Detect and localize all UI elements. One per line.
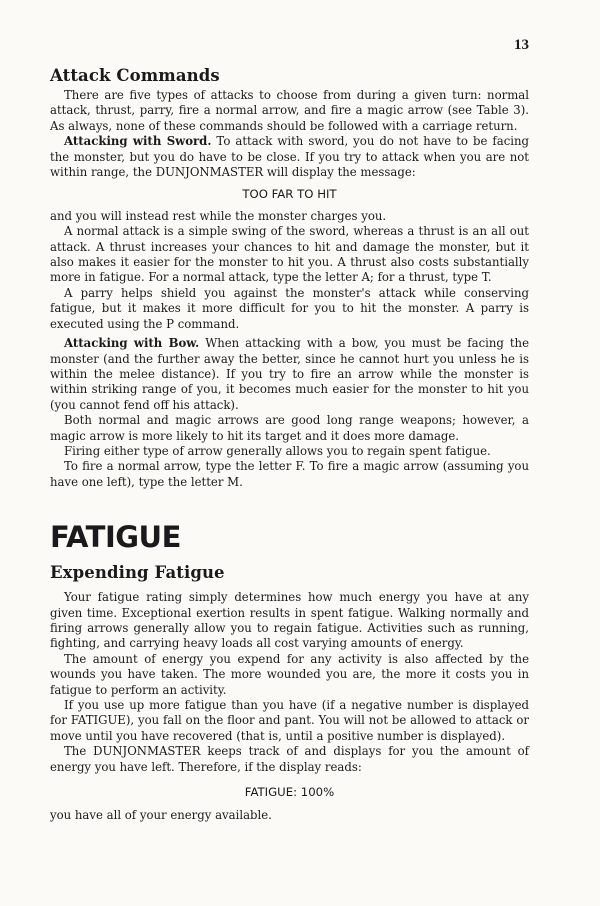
paragraph-negative-fatigue: If you use up more fatigue than you have (if a negative number is displayed for FATIGUE), you fall on the floor and pant. You will not be allowed to attack or move until you have recovered (that is, until a positive number is displayed). <box>50 698 529 743</box>
paragraph-arrows: Both normal and magic arrows are good long range weapons; however, a magic arrow is more likely to hit its target and it does more damage. <box>50 413 529 443</box>
section-heading-expending-fatigue: Expending Fatigue <box>50 563 225 583</box>
paragraph-rest: and you will instead rest while the monster charges you. <box>50 208 387 223</box>
message-too-far: TOO FAR TO HIT <box>242 187 337 202</box>
paragraph-attack-intro: There are five types of attacks to choose from during a given turn: normal attack, thrust, parry, fire a normal arrow, and fire a magic arrow (see Table 3). As always, none of these commands should be followed with a carriage return. <box>50 88 529 133</box>
paragraph-sword-text: To attack with sword, you do not have to be facing the monster, but you do have to be close. If you try to attack when you are not within range, the DUNJONMASTER will display the message: <box>50 134 529 180</box>
paragraph-thrust: A normal attack is a simple swing of the sword, whereas a thrust is an all out attack. A thrust increases your chances to hit and damage the monster, but it also makes it easier for the monster to hit you. A thrust also costs substantially more in fatigue. For a normal attack, type the letter A; for a thrust, type T. <box>50 224 529 285</box>
paragraph-wounds: The amount of energy you expend for any activity is also affected by the wounds you have taken. The more wounded you are, the more it costs you in fatigue to perform an activity. <box>50 651 529 697</box>
section-heading-attack-commands: Attack Commands <box>50 66 220 85</box>
paragraph-attacking-with-bow <box>50 336 529 413</box>
paragraph-energy-available: you have all of your energy available. <box>50 808 272 823</box>
page-content <box>50 64 529 824</box>
paragraph-fatigue-intro: Your fatigue rating simply determines how much energy you have at any given time. Exceptional exertion results in spent fatigue. Walking normally and firing arrows generally allow you to regain fatigue. Activities such as running, fighting, and carrying heavy loads all cost varying amounts of energy. <box>50 590 529 651</box>
runin-heading-sword: Attacking with Sword. <box>64 134 212 149</box>
page-number: 13 <box>514 37 529 53</box>
paragraph-fire-commands: To fire a normal arrow, type the letter F. To fire a magic arrow (assuming you have one left), type the letter M. <box>50 459 529 489</box>
message-fatigue-display: FATIGUE: 100% <box>244 785 335 800</box>
paragraph-firing: Firing either type of arrow generally allows you to regain spent fatigue. <box>64 443 491 458</box>
paragraph-parry: A parry helps shield you against the monster's attack while conserving fatigue, but it makes it more difficult for you to hit the monster. A parry is executed using the P command. <box>50 285 529 331</box>
paragraph-bow-text: When attacking with a bow, you must be facing the monster (and the further away the better, since he cannot hurt you unless he is within the melee distance). If you try to fire an arrow while the monster is within striking range of you, it becomes much easier for the monster to hit you (you cannot fend off his attack). <box>50 336 530 412</box>
runin-heading-bow: Attacking with Bow. <box>64 336 200 351</box>
chapter-heading-fatigue: FATIGUE <box>50 520 181 555</box>
paragraph-attacking-with-sword <box>50 134 529 180</box>
paragraph-display: The DUNJONMASTER keeps track of and displays for you the amount of energy you have left. Therefore, if the display reads: <box>50 744 529 774</box>
